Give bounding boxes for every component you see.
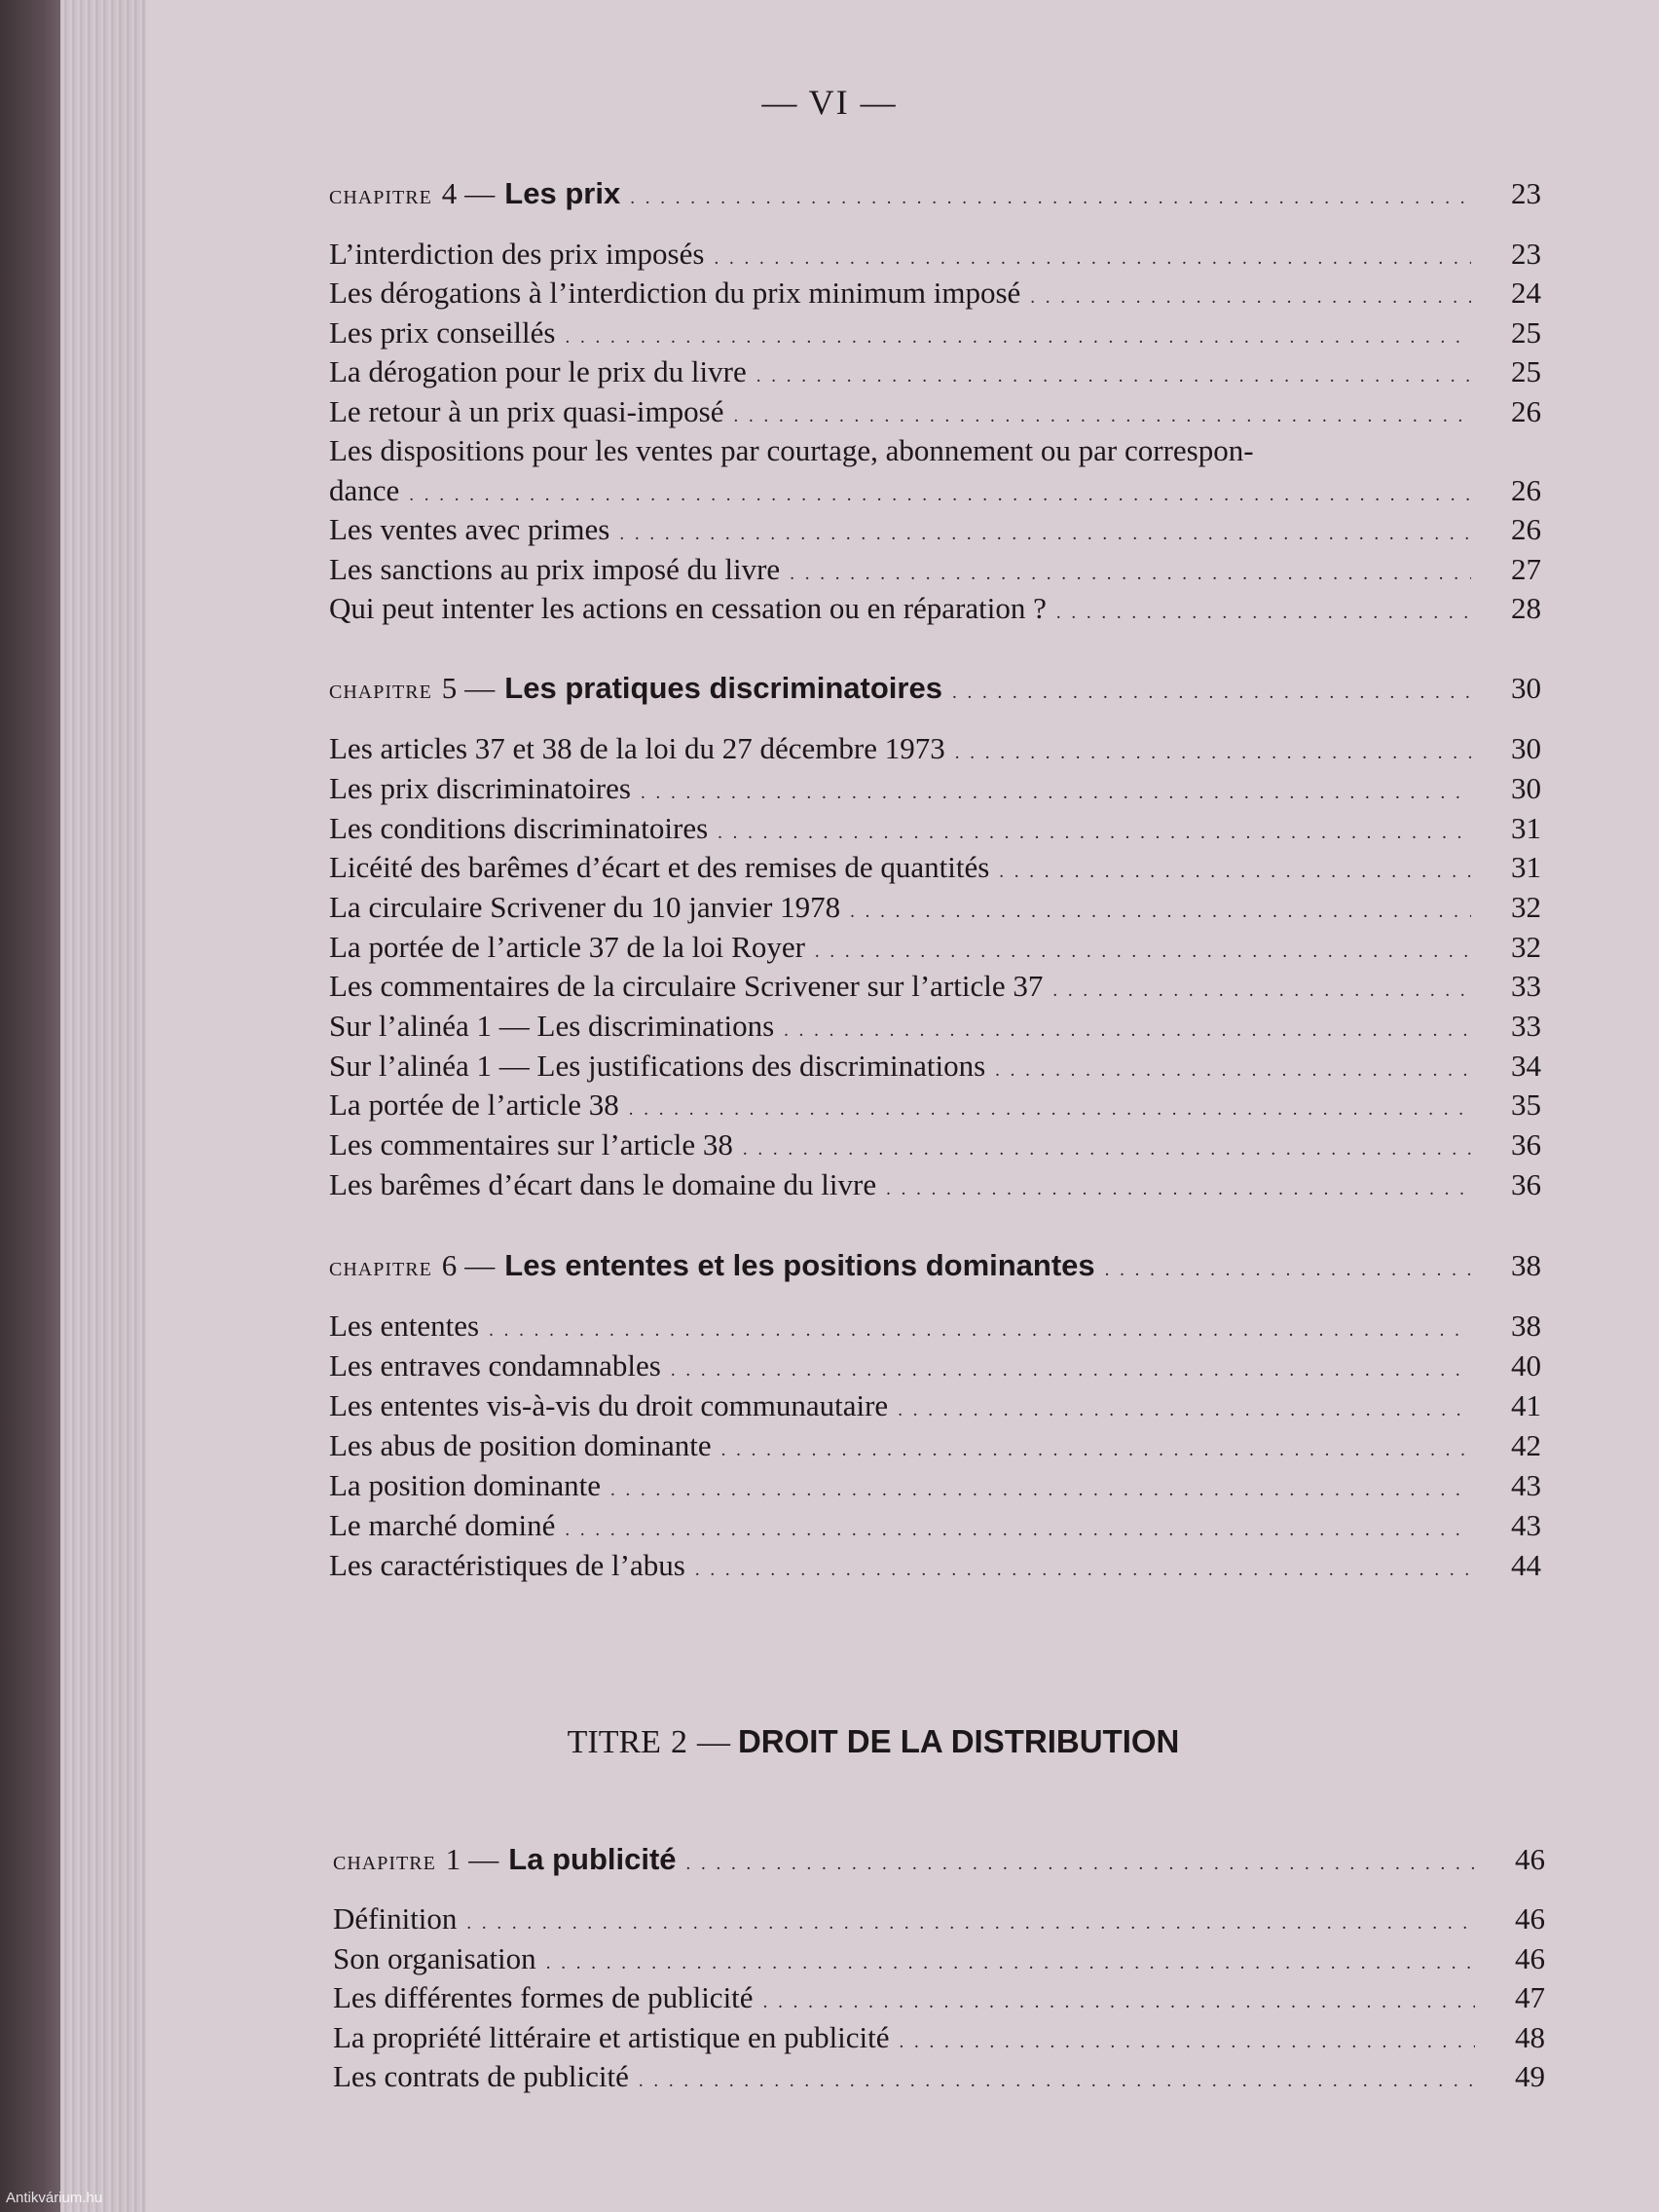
toc-entry[interactable]: Le marché dominé . . . 43 bbox=[329, 1506, 1541, 1545]
toc-entry[interactable]: Les commentaires sur l’article 38 . . . 36 bbox=[329, 1125, 1541, 1164]
toc-entry[interactable]: Les articles 37 et 38 de la loi du 27 décembre 1973 . . . 30 bbox=[329, 729, 1541, 768]
chapter-title: Les pratiques discriminatoires bbox=[504, 671, 942, 705]
toc-entry[interactable]: Les prix discriminatoires . . . 30 bbox=[329, 769, 1541, 808]
chapter-heading-titre2-1[interactable]: chapitre 1 — La publicité . . . 46 bbox=[333, 1840, 1545, 1879]
book-spine-shadow bbox=[0, 0, 60, 2212]
toc-entry[interactable]: La dérogation pour le prix du livre . . . 25 bbox=[329, 352, 1541, 391]
toc-entry[interactable]: Définition . . . 46 bbox=[333, 1899, 1545, 1938]
page-edges bbox=[60, 0, 146, 2212]
watermark: Antikvárium.hu bbox=[6, 2190, 103, 2206]
toc-entry[interactable]: Les différentes formes de publicité . . . 47 bbox=[333, 1978, 1545, 2017]
toc-entry[interactable]: Le retour à un prix quasi-imposé . . . 26 bbox=[329, 392, 1541, 431]
toc-entry[interactable]: Qui peut intenter les actions en cessation ou en réparation ? . . . 28 bbox=[329, 589, 1541, 628]
toc-entry[interactable]: Les abus de position dominante . . . 42 bbox=[329, 1426, 1541, 1465]
dot-leader bbox=[1105, 1251, 1471, 1290]
toc-entry[interactable]: Les dérogations à l’interdiction du prix minimum imposé . . . 24 bbox=[329, 274, 1541, 313]
chapter-title: Les prix bbox=[504, 176, 621, 210]
toc-entry[interactable]: Sur l’alinéa 1 — Les discriminations . . . 33 bbox=[329, 1007, 1541, 1046]
toc-entry[interactable]: L’interdiction des prix imposés . . . 23 bbox=[329, 235, 1541, 274]
toc-entry[interactable]: Licéité des barêmes d’écart et des remises de quantités . . . 31 bbox=[329, 848, 1541, 887]
page-ref: 46 bbox=[1515, 1842, 1545, 1876]
toc-entry[interactable]: La position dominante . . . 43 bbox=[329, 1466, 1541, 1505]
toc-entry[interactable]: Son organisation . . . 46 bbox=[333, 1939, 1545, 1978]
chapter-heading-4[interactable]: chapitre 4 — Les prix . . . 23 bbox=[329, 174, 1541, 213]
part-title: TITRE 2 — DROIT DE LA DISTRIBUTION bbox=[567, 1723, 1180, 1760]
toc-entry[interactable]: Les ententes . . . 38 bbox=[329, 1307, 1541, 1346]
toc-entry[interactable]: Les prix conseillés . . . 25 bbox=[329, 313, 1541, 352]
toc-entry[interactable]: La circulaire Scrivener du 10 janvier 1978 . . . 32 bbox=[329, 888, 1541, 927]
page-ref: 23 bbox=[1511, 176, 1541, 210]
page-ref: 38 bbox=[1511, 1248, 1541, 1282]
toc-entry[interactable]: Les ententes vis-à-vis du droit communautaire . . . 41 bbox=[329, 1386, 1541, 1425]
dot-leader bbox=[630, 179, 1471, 218]
toc-entry[interactable]: Les caractéristiques de l’abus . . . 44 bbox=[329, 1546, 1541, 1585]
toc-entry[interactable]: Les ventes avec primes . . . 26 bbox=[329, 510, 1541, 549]
page-ref: 30 bbox=[1511, 671, 1541, 705]
page-number: — VI — bbox=[761, 83, 898, 122]
toc-entry[interactable]: Les conditions discriminatoires . . . 31 bbox=[329, 809, 1541, 848]
toc-entry[interactable]: La portée de l’article 38 . . . 35 bbox=[329, 1086, 1541, 1124]
chapter-title: La publicité bbox=[508, 1842, 677, 1876]
toc-entry[interactable]: Sur l’alinéa 1 — Les justifications des discriminations . . . 34 bbox=[329, 1047, 1541, 1086]
dot-leader bbox=[952, 674, 1471, 713]
toc-entry[interactable]: Les contrats de publicité . . . 49 bbox=[333, 2057, 1545, 2096]
toc-entry-line1[interactable]: Les dispositions pour les ventes par courtage, abonnement ou par correspon- bbox=[329, 433, 1254, 467]
toc-entry[interactable]: La propriété littéraire et artistique en publicité . . . 48 bbox=[333, 2018, 1545, 2057]
chapter-heading-5[interactable]: chapitre 5 — Les pratiques discriminatoires . . . 30 bbox=[329, 669, 1541, 708]
toc-entry[interactable]: Les commentaires de la circulaire Scrivener sur l’article 37 . . . 33 bbox=[329, 967, 1541, 1006]
chapter-heading-6[interactable]: chapitre 6 — Les ententes et les positions dominantes . . . 38 bbox=[329, 1246, 1541, 1285]
toc-entry[interactable]: La portée de l’article 37 de la loi Royer . . . 32 bbox=[329, 928, 1541, 967]
toc-entry[interactable]: Les barêmes d’écart dans le domaine du livre . . . 36 bbox=[329, 1165, 1541, 1204]
toc-entry[interactable]: Les sanctions au prix imposé du livre . . . 27 bbox=[329, 550, 1541, 589]
dot-leader bbox=[686, 1845, 1475, 1884]
toc-entry[interactable]: dance . . . 26 bbox=[329, 471, 1541, 510]
chapter-title: Les ententes et les positions dominantes bbox=[504, 1248, 1095, 1282]
toc-entry[interactable]: Les entraves condamnables . . . 40 bbox=[329, 1346, 1541, 1385]
